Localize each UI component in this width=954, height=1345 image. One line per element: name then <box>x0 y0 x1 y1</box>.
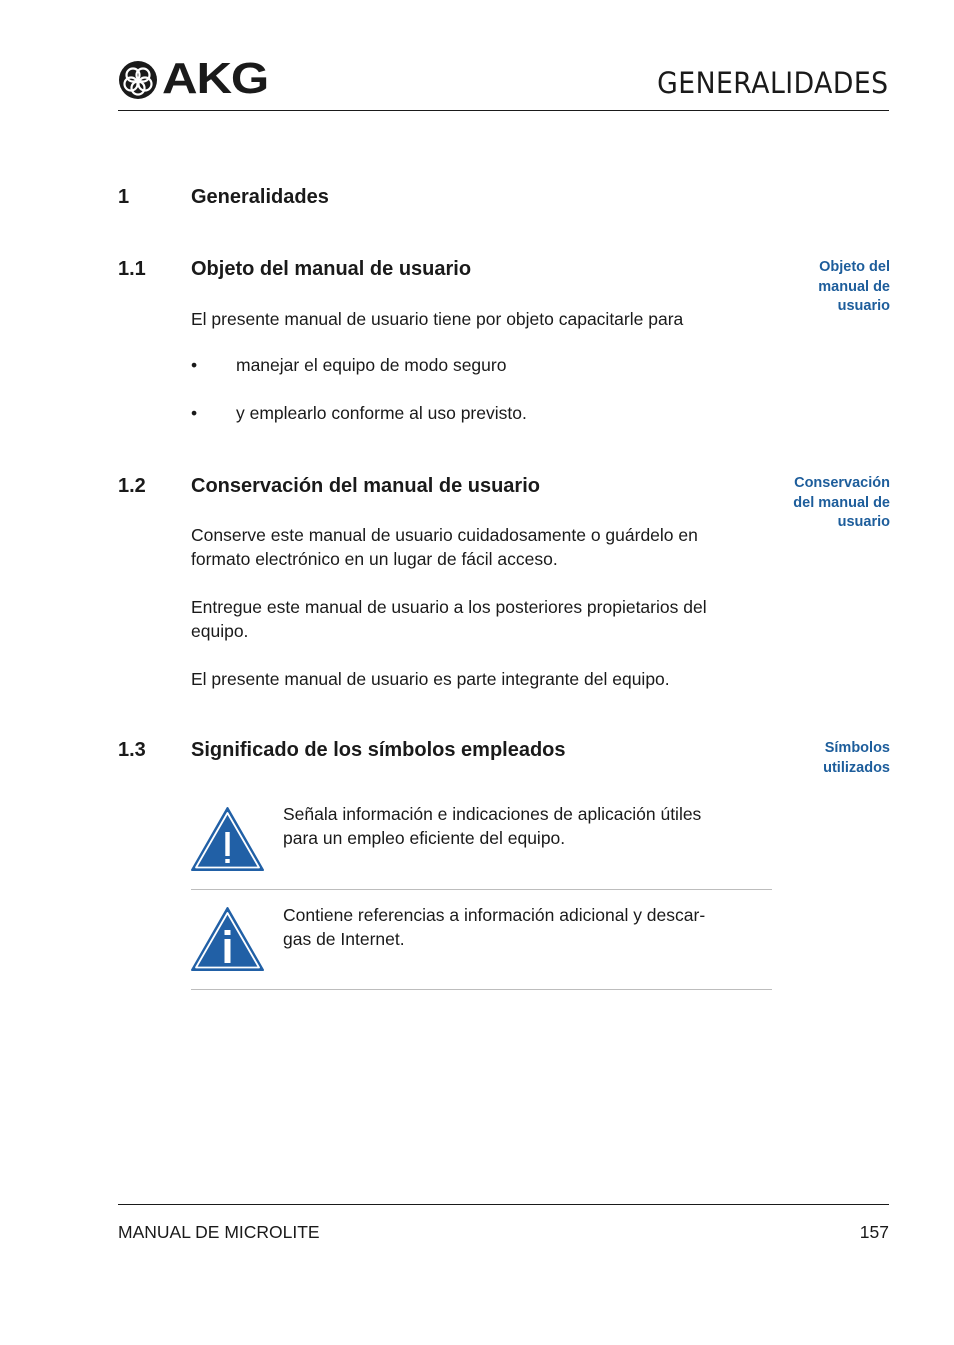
paragraph <box>191 667 771 691</box>
list-item: y emplearlo conforme al uso previsto. <box>236 403 527 423</box>
symbol-description-line: Contiene referencias a información adicional y descar- <box>283 905 706 925</box>
symbol-description <box>283 903 763 951</box>
symbol-description-line: gas de Internet. <box>283 929 405 949</box>
margin-note-line: Objeto del <box>819 259 890 275</box>
subsection-number: 1.2 <box>118 475 146 497</box>
symbol-row-divider <box>191 889 772 890</box>
list-item: manejar el equipo de modo seguro <box>236 355 507 375</box>
symbol-description <box>283 802 763 850</box>
margin-note-line: del manual de <box>793 494 890 511</box>
paragraph: El presente manual de usuario tiene por objeto capacitarle para <box>191 309 684 329</box>
footer-divider <box>118 1204 889 1205</box>
margin-note-line: manual de <box>818 278 890 295</box>
bullet-icon: • <box>191 403 198 423</box>
paragraph <box>191 595 771 643</box>
info-triangle-icon <box>190 906 265 972</box>
bullet-icon: • <box>191 355 198 375</box>
margin-note-line: usuario <box>837 514 890 530</box>
akg-logo <box>118 54 300 103</box>
symbol-description-line: Señala información e indicaciones de aplicación útiles <box>283 804 702 824</box>
header-section-title: GENERALIDADES <box>657 66 889 100</box>
margin-note-line: Símbolos <box>824 740 890 756</box>
margin-note <box>760 258 890 317</box>
paragraph <box>191 523 771 571</box>
subsection-heading: Conservación del manual de usuario <box>191 475 540 497</box>
margin-note-line: Conservación <box>794 475 890 491</box>
paragraph-line: equipo. <box>191 621 249 641</box>
margin-note-line: utilizados <box>823 759 890 776</box>
header-divider <box>118 110 889 111</box>
section-heading: Generalidades <box>191 186 329 208</box>
symbol-description-line: para un empleo eficiente del equipo. <box>283 828 566 848</box>
paragraph-line: Conserve este manual de usuario cuidadosamente o guárdelo en <box>191 525 698 545</box>
symbol-row-divider <box>191 989 772 990</box>
margin-note <box>760 739 890 778</box>
page-number: 157 <box>859 1222 889 1242</box>
subsection-heading: Significado de los símbolos empleados <box>191 739 566 761</box>
warning-triangle-exclamation-icon <box>190 806 265 872</box>
subsection-number: 1.1 <box>118 258 146 280</box>
akg-logo-wordmark: AKG <box>162 54 269 103</box>
margin-note <box>760 474 890 533</box>
paragraph-line: formato electrónico en un lugar de fácil acceso. <box>191 549 558 569</box>
paragraph-line: El presente manual de usuario es parte integrante del equipo. <box>191 669 670 689</box>
margin-note-line: usuario <box>837 298 890 314</box>
subsection-number: 1.3 <box>118 739 146 761</box>
subsection-heading: Objeto del manual de usuario <box>191 258 472 280</box>
section-number: 1 <box>118 186 130 208</box>
footer-manual-name: MANUAL DE MICROLITE <box>118 1222 320 1242</box>
paragraph-line: Entregue este manual de usuario a los posteriores propietarios del <box>191 597 707 617</box>
